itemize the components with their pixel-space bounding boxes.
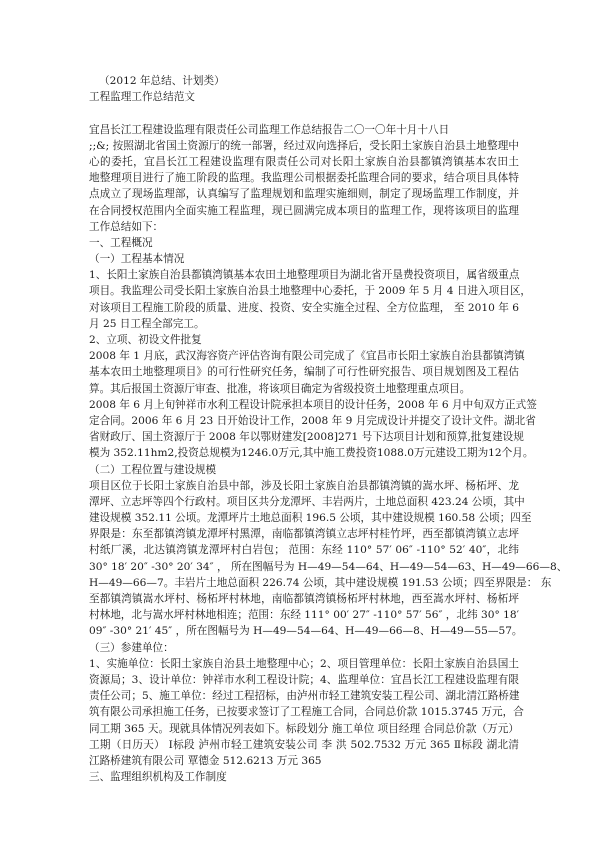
text-line: 定合同。2006 年 6 月 23 日开始设计工作，2008 年 9 月完成设计并提交了设计文件。湖北省 — [89, 414, 536, 427]
text-line: 算。其后报国土资源厅审查、批准，将该项目确定为省级投资土地整理重点项目。 — [89, 382, 471, 395]
text-line: 1、长阳土家族自治县都镇湾镇基本农田土地整理项目为湖北省开垦费投资项目，属省级重点 — [89, 269, 520, 282]
text-line: 省财政厅、国土资源厅于 2008 年以鄂财建发[2008]271 号下达项目计划和预算,批复建设规 — [89, 431, 524, 444]
text-line: 项目区位于长阳土家族自治县中部，涉及长阳土家族自治县都镇湾镇的嵩水坪、杨柘坪、龙 — [89, 479, 519, 492]
text-line: 点成立了现场监理部，认真编写了监理规划和监理实施细则，制定了现场监理工作制度，并 — [89, 188, 519, 201]
text-line: 宜昌长江工程建设监理有限责任公司监理工作总结报告二〇一〇年十月十八日 — [89, 123, 450, 136]
text-line: 资源局；3、设计单位：钟祥市水利工程设计院；4、监理单位：宜昌长江工程建设监理有限 — [89, 673, 519, 686]
text-line: 村纸厂溪，北达镇湾镇龙潭坪村白岩包； 范围：东经 110° 57′ 06″ -110° 52′ 40″，北纬 — [89, 544, 519, 557]
text-line: （2012 年总结、计划类） — [99, 75, 225, 87]
text-line: 09″ -30° 21′ 45″ ，所在图幅号为 H—49—54—64、H—49—66—8、H—49—55—57。 — [89, 625, 523, 638]
text-line: 基本农田土地整理项目》的可行性研究任务，编制了可行性研究报告、项目规划图及工程估 — [89, 366, 519, 379]
text-line: 心的委托，宜昌长江工程建设监理有限责任公司对长阳土家族自治县都镇湾镇基本农田土 — [89, 155, 519, 168]
text-line: 项目。我监理公司受长阳土家族自治县土地整理中心委托，于 2009 年 5 月 4 日进入项目区， — [89, 285, 532, 298]
text-line: 月 25 日工程全部完工。 — [89, 317, 205, 330]
text-line: 工期（日历天） Ⅰ标段 泸州市轻工建筑安装公司 李 洪 502.7532 万元 365 Ⅱ标段 湖北清 — [89, 738, 519, 751]
text-line: 责任公司；5、施工单位：经过工程招标，由泸州市轻工建筑安装工程公司、湖北清江路桥建 — [89, 690, 520, 703]
text-line: 至都镇湾镇嵩水坪村、杨柘坪村林地，南临都镇湾镇杨柘坪村林地，西至嵩水坪村、杨柘坪 — [89, 593, 519, 605]
text-line: 2008 年 1 月底，武汉海容资产评估咨询有限公司完成了《宜昌市长阳土家族自治县都镇湾镇 — [89, 350, 525, 363]
text-line — [89, 105, 519, 121]
text-line: 村林地，北与嵩水坪村林地相连；范围：东经 111° 00′ 27″ -110° 57′ 56″ ，北纬 30° 18′ — [89, 609, 519, 622]
text-line: H—49—66—7。丰岩片土地总面积 226.74 公顷，其中建设规模 191.53 公顷；四至界限是： 东 — [89, 576, 552, 589]
text-line: 模为 352.11hm2,投资总规模为1246.0万元,其中施工费投资1088.0万元建设工期为12个月。 — [89, 447, 534, 460]
document-page — [89, 73, 568, 785]
text-line: （二）工程位置与建设规模 — [89, 463, 217, 476]
text-line: 30° 18′ 20″ -30° 20′ 34″ ， 所在图幅号为 H—49—54—64、H—49—54—63、H—49—66—8、 — [89, 560, 568, 573]
text-line: 2、立项、初设文件批复 — [89, 334, 202, 346]
text-line: 三、监理组织机构及工作制度 — [89, 771, 227, 784]
text-line: 工程监理工作总结范文 — [89, 91, 195, 104]
text-line: 一、工程概况 — [89, 236, 153, 249]
text-line: 江路桥建筑有限公司 覃德金 512.6213 万元 365 — [89, 754, 322, 767]
text-line: ;;&; 按照湖北省国土资源厅的统一部署，经过双向选择后，受长阳土家族自治县土地整理中 — [89, 139, 519, 152]
text-line: 筑有限公司承担施工任务，已按要求签订了工程施工合同，合同总价款 1015.3745 万元，合 — [89, 706, 524, 719]
text-line: 2008 年 6 月上旬钟祥市水利工程设计院承担本项目的设计任务，2008 年 6 月中旬双方正式签 — [89, 398, 537, 411]
text-line: （一）工程基本情况 — [89, 253, 185, 266]
text-line: 建设规模 352.11 公顷。龙潭坪片土地总面积 196.5 公顷，其中建设规模 160.58 公顷；四至 — [89, 512, 532, 525]
text-line: 在合同授权范围内全面实施工程监理，现已圆满完成本项目的监理工作，现将该项目的监理 — [89, 204, 519, 217]
text-line: 潭坪、立志坪等四个行政村。项目区共分龙潭坪、丰岩两片，土地总面积 423.24 公顷，其中 — [89, 495, 525, 508]
text-line: 地整理项目进行了施工阶段的监理。我监理公司根据委托监理合同的要求，结合项目具体特 — [89, 172, 519, 185]
text-line: （三）参建单位： — [89, 641, 174, 654]
text-line: 界限是：东至都镇湾镇龙潭坪村黑潭，南临都镇湾镇立志坪村桂竹坪，西至都镇湾镇立志坪 — [89, 528, 519, 541]
text-line: 工作总结如下： — [89, 220, 164, 233]
text-line: 对该项目工程施工阶段的质量、进度、投资、安全实施全过程、全方位监理， 至 2010 年 6 — [89, 301, 519, 314]
text-line: 1、实施单位：长阳土家族自治县土地整理中心；2、项目管理单位：长阳土家族自治县国土 — [89, 657, 519, 670]
text-line: 同工期 365 天。现就具体情况列表如下。标段划分 施工单位 项目经理 合同总价款（万元） — [89, 722, 519, 735]
